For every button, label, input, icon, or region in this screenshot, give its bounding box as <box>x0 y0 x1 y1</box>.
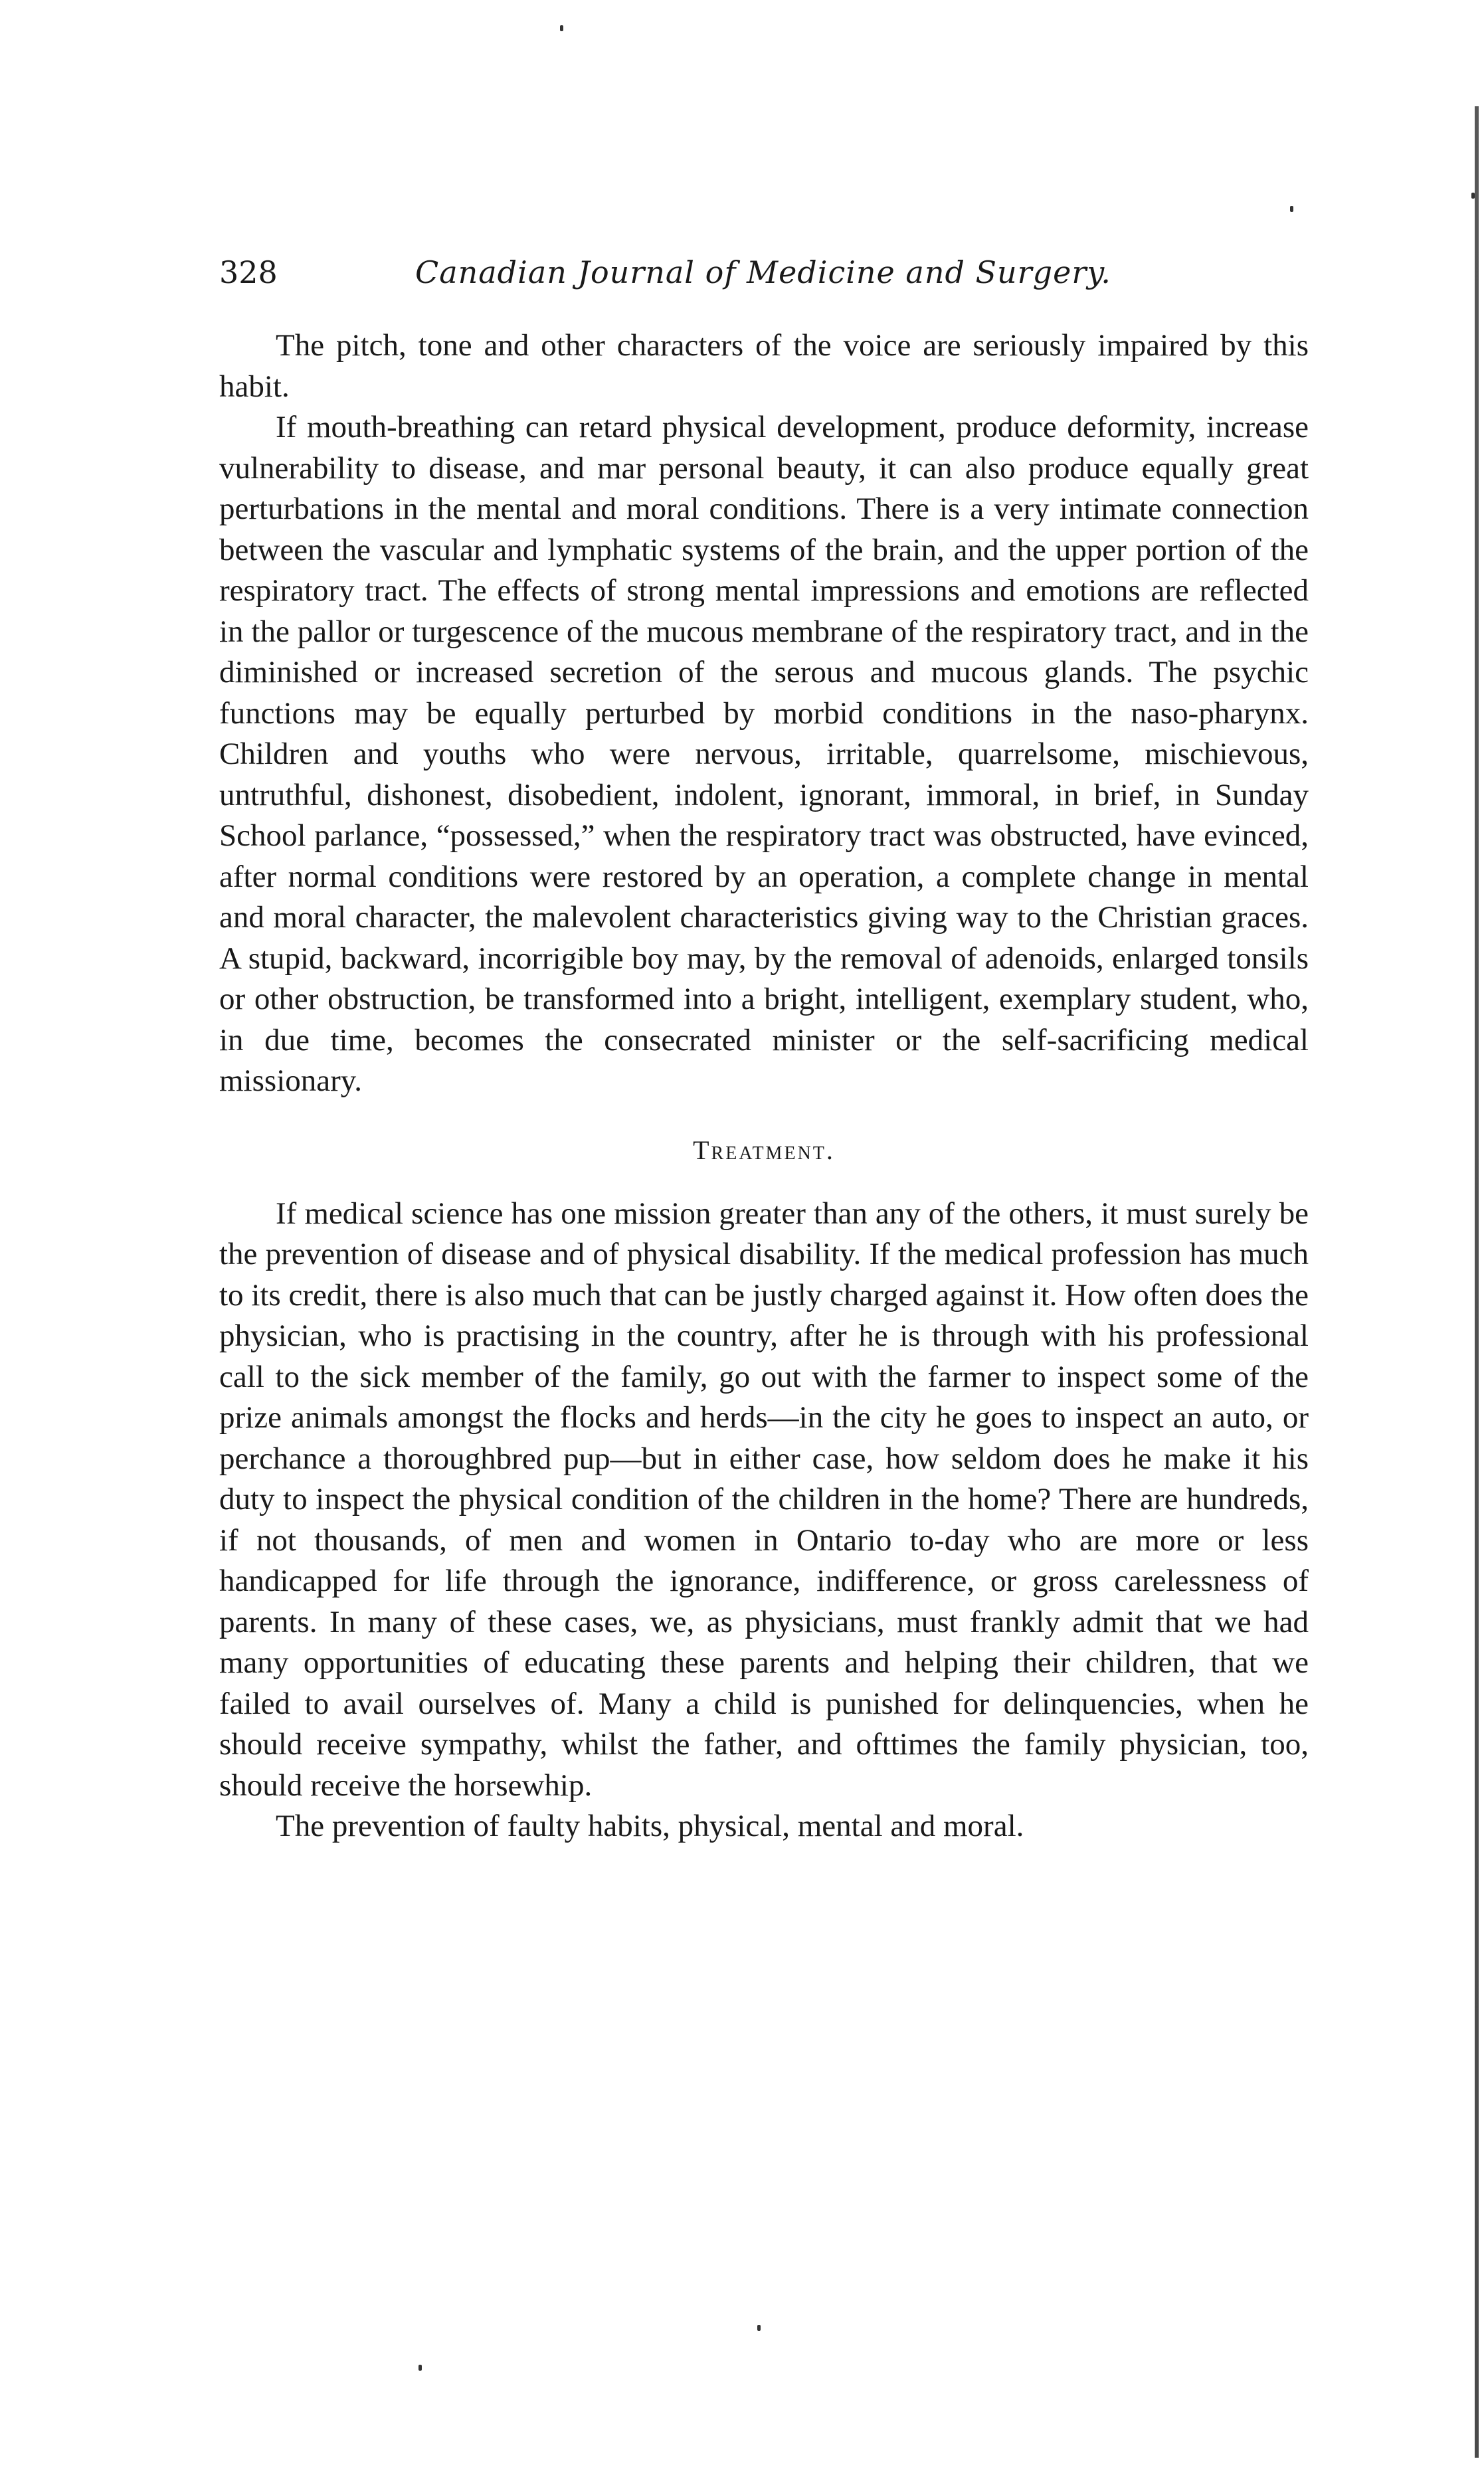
paragraph: The prevention of faulty habits, physical, mental and moral. <box>276 1809 1024 1843</box>
scan-speck <box>1290 206 1293 212</box>
paragraph: If medical science has one mission greater than any of the others, it must surely be the prevention of disease and of physical disability. If the medical profession has much to its credit, there is also much that can be justly charged against it. How often does the physician, who is practising in the country, after he is through with his professional call to the sick member of the family, go out with the farmer to inspect some of the prize animals amongst the flocks and herds—in the city he goes to inspect an auto, or perchance a thoroughbred pup—but in either case, how seldom does he make it his duty to inspect the physical condition of the children in the home? There are hundreds, if not thousands, of men and women in Ontario to-day who are more or less handicapped for life through the ignorance, indifference, or gross carelessness of parents. In many of these cases, we, as physicians, must frankly admit that we had many opportunities of educating these parents and helping their children, that we failed to avail ourselves of. Many a child is punished for delinquencies, when he should receive sympathy, whilst the father, and ofttimes the family physician, too, should receive the horsewhip. <box>219 1196 1309 1803</box>
scan-speck <box>757 2325 761 2331</box>
scan-speck <box>1471 193 1475 199</box>
page-header <box>219 249 1315 296</box>
section-heading: Treatment. <box>693 1135 835 1165</box>
scan-speck <box>418 2365 422 2371</box>
binding-edge-shadow <box>1475 106 1479 2458</box>
running-title: Canadian Journal of Medicine and Surgery. <box>415 254 1111 290</box>
article-body <box>219 325 1309 1847</box>
scan-speck <box>560 25 563 31</box>
page-number: 328 <box>219 254 278 290</box>
paragraph: If mouth-breathing can retard physical development, produce deformity, increase vulnerability to disease, and mar personal beauty, it can also produce equally great perturbations in the mental and moral conditions. There is a very intimate connection between the vascular and lymphatic systems of the brain, and the upper portion of the respiratory tract. The effects of strong mental impressions and emotions are reflected in the pallor or turgescence of the mucous membrane of the respiratory tract, and in the diminished or increased secretion of the serous and mucous glands. The psychic functions may be equally perturbed by morbid conditions in the naso-pharynx. Children and youths who were nervous, irritable, quarrelsome, mischievous, untruthful, dishonest, disobedient, indolent, ignorant, immoral, in brief, in Sunday School parlance, “possessed,” when the respiratory tract was obstructed, have evinced, after normal conditions were restored by an operation, a complete change in mental and moral character, the malevolent characteristics giving way to the Christian graces. A stupid, backward, incorrigible boy may, by the removal of adenoids, enlarged tonsils or other obstruction, be transformed into a bright, intelligent, exemplary student, who, in due time, becomes the consecrated minister or the self-sacrificing medical missionary. <box>219 410 1309 1098</box>
paragraph: The pitch, tone and other characters of the voice are seriously impaired by this habit. <box>219 328 1309 404</box>
